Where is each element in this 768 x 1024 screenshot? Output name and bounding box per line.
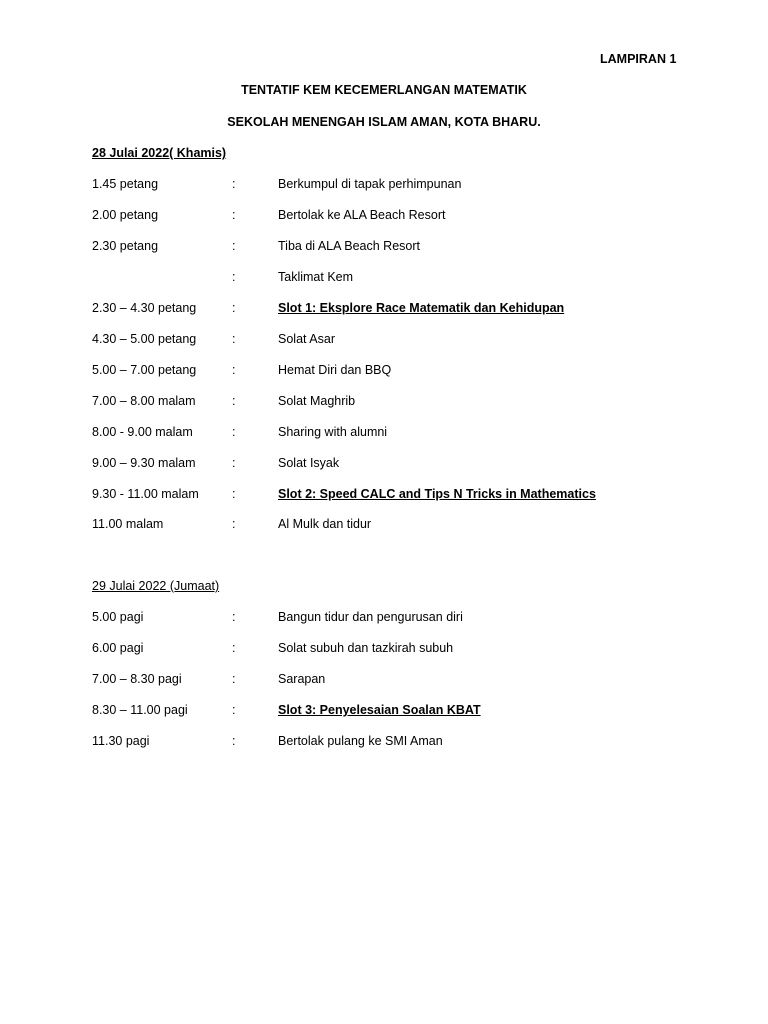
schedule-row (0, 734, 768, 752)
schedule-row (0, 517, 768, 535)
row-activity: Al Mulk dan tidur (278, 517, 372, 531)
row-time: 7.00 – 8.30 pagi (92, 672, 182, 686)
row-time: 8.30 – 11.00 pagi (92, 703, 188, 717)
row-time: 2.30 petang (92, 239, 159, 253)
row-colon: : (232, 363, 236, 377)
row-activity-slot: Slot 2: Speed CALC and Tips N Tricks in Mathematics (278, 487, 596, 501)
schedule-row (0, 301, 768, 319)
row-time: 9.00 – 9.30 malam (92, 456, 196, 470)
row-time: 2.00 petang (92, 208, 159, 222)
row-activity: Bertolak pulang ke SMI Aman (278, 734, 443, 748)
schedule-row (0, 239, 768, 257)
row-activity: Solat Isyak (278, 456, 340, 470)
row-time: 8.00 - 9.00 malam (92, 425, 193, 439)
row-colon: : (232, 301, 236, 315)
row-time: 9.30 - 11.00 malam (92, 487, 199, 501)
schedule-row (0, 610, 768, 628)
schedule-row (0, 270, 768, 288)
school-name: SEKOLAH MENENGAH ISLAM AMAN, KOTA BHARU. (227, 115, 541, 129)
row-time: 5.00 pagi (92, 610, 144, 624)
schedule-row (0, 672, 768, 690)
row-activity: Taklimat Kem (278, 270, 354, 284)
row-time: 1.45 petang (92, 177, 159, 191)
row-colon: : (232, 332, 236, 346)
schedule-row (0, 456, 768, 474)
row-activity: Sharing with alumni (278, 425, 388, 439)
row-activity: Solat subuh dan tazkirah subuh (278, 641, 454, 655)
row-colon: : (232, 239, 236, 253)
row-time: 2.30 – 4.30 petang (92, 301, 197, 315)
row-activity: Bertolak ke ALA Beach Resort (278, 208, 446, 222)
schedule-row (0, 487, 768, 505)
day-heading-1: 28 Julai 2022( Khamis) (92, 146, 227, 160)
row-activity: Tiba di ALA Beach Resort (278, 239, 420, 253)
row-colon: : (232, 487, 236, 501)
row-colon: : (232, 517, 236, 531)
schedule-row (0, 425, 768, 443)
row-time: 5.00 – 7.00 petang (92, 363, 197, 377)
row-colon: : (232, 177, 236, 191)
schedule-row (0, 208, 768, 226)
row-colon: : (232, 425, 236, 439)
row-colon: : (232, 208, 236, 222)
row-activity: Bangun tidur dan pengurusan diri (278, 610, 463, 624)
row-activity-slot: Slot 3: Penyelesaian Soalan KBAT (278, 703, 481, 717)
row-colon: : (232, 394, 236, 408)
schedule-row (0, 703, 768, 721)
row-colon: : (232, 703, 236, 717)
schedule-row (0, 363, 768, 381)
row-colon: : (232, 270, 236, 284)
document-title: TENTATIF KEM KECEMERLANGAN MATEMATIK (241, 83, 527, 97)
row-colon: : (232, 610, 236, 624)
schedule-row (0, 394, 768, 412)
row-colon: : (232, 641, 236, 655)
row-colon: : (232, 456, 236, 470)
row-time: 11.00 malam (92, 517, 164, 531)
row-activity: Berkumpul di tapak perhimpunan (278, 177, 462, 191)
schedule-row (0, 332, 768, 350)
row-activity: Solat Maghrib (278, 394, 356, 408)
schedule-row (0, 177, 768, 195)
row-activity: Sarapan (278, 672, 326, 686)
appendix-label: LAMPIRAN 1 (600, 52, 677, 66)
day-heading-2: 29 Julai 2022 (Jumaat) (92, 579, 220, 593)
row-time: 7.00 – 8.00 malam (92, 394, 196, 408)
row-activity: Hemat Diri dan BBQ (278, 363, 392, 377)
row-colon: : (232, 672, 236, 686)
row-time: 6.00 pagi (92, 641, 144, 655)
row-activity: Solat Asar (278, 332, 335, 346)
schedule-row (0, 641, 768, 659)
row-activity-slot: Slot 1: Eksplore Race Matematik dan Kehidupan (278, 301, 565, 315)
row-colon: : (232, 734, 236, 748)
row-time: 4.30 – 5.00 petang (92, 332, 197, 346)
row-time: 11.30 pagi (92, 734, 150, 748)
